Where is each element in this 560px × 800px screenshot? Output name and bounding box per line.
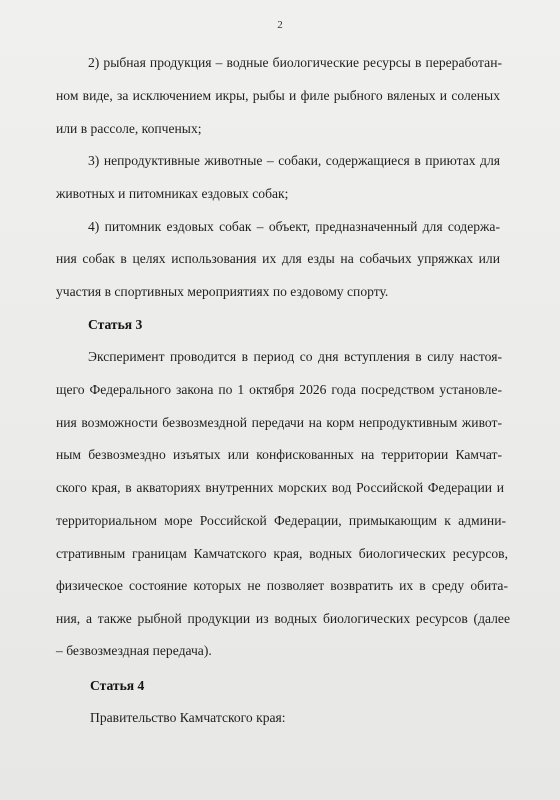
text-line: Эксперимент проводится в период со дня вступления в силу настоя- xyxy=(88,349,502,364)
text-line: животных и питомниках ездовых собак; xyxy=(56,186,289,201)
text-line: ния возможности безвозмездной передачи на корм непродуктивным живот- xyxy=(56,415,502,430)
text-line: Правительство Камчатского края: xyxy=(90,710,286,725)
text-line: физическое состояние которых не позволяет возвратить их в среду обита- xyxy=(56,578,508,593)
text-line: ния собак в целях использования их для езды на собачьих упряжках или xyxy=(56,251,500,266)
text-line: участия в спортивных мероприятиях по ездовому спорту. xyxy=(56,284,389,299)
text-line: стративным границам Камчатского края, водных биологических ресурсов, xyxy=(56,546,508,561)
text-line: – безвозмездная передача). xyxy=(56,643,212,658)
text-line: или в рассоле, копченых; xyxy=(56,121,202,136)
text-line: 3) непродуктивные животные – собаки, содержащиеся в приютах для xyxy=(88,153,500,168)
text-line: 2) рыбная продукция – водные биологические ресурсы в переработан- xyxy=(88,55,502,70)
text-line: ского края, в акваториях внутренних морских вод Российской Федерации и xyxy=(56,480,504,495)
text-line: щего Федерального закона по 1 октября 2026 года посредством установле- xyxy=(56,382,502,397)
text-line: ным безвозмездно изъятых или конфискованных на территории Камчат- xyxy=(56,447,502,462)
text-line: ния, а также рыбной продукции из водных биологических ресурсов (далее xyxy=(56,611,510,626)
text-line: ном виде, за исключением икры, рыбы и филе рыбного вяленых и соленых xyxy=(56,88,500,103)
text-line: территориальном море Российской Федерации, примыкающим к админи- xyxy=(56,513,506,528)
article-3-heading: Статья 3 xyxy=(88,317,143,332)
text-line: 4) питомник ездовых собак – объект, предназначенный для содержа- xyxy=(88,219,500,234)
page-number: 2 xyxy=(277,19,283,31)
article-4-heading: Статья 4 xyxy=(90,678,145,693)
